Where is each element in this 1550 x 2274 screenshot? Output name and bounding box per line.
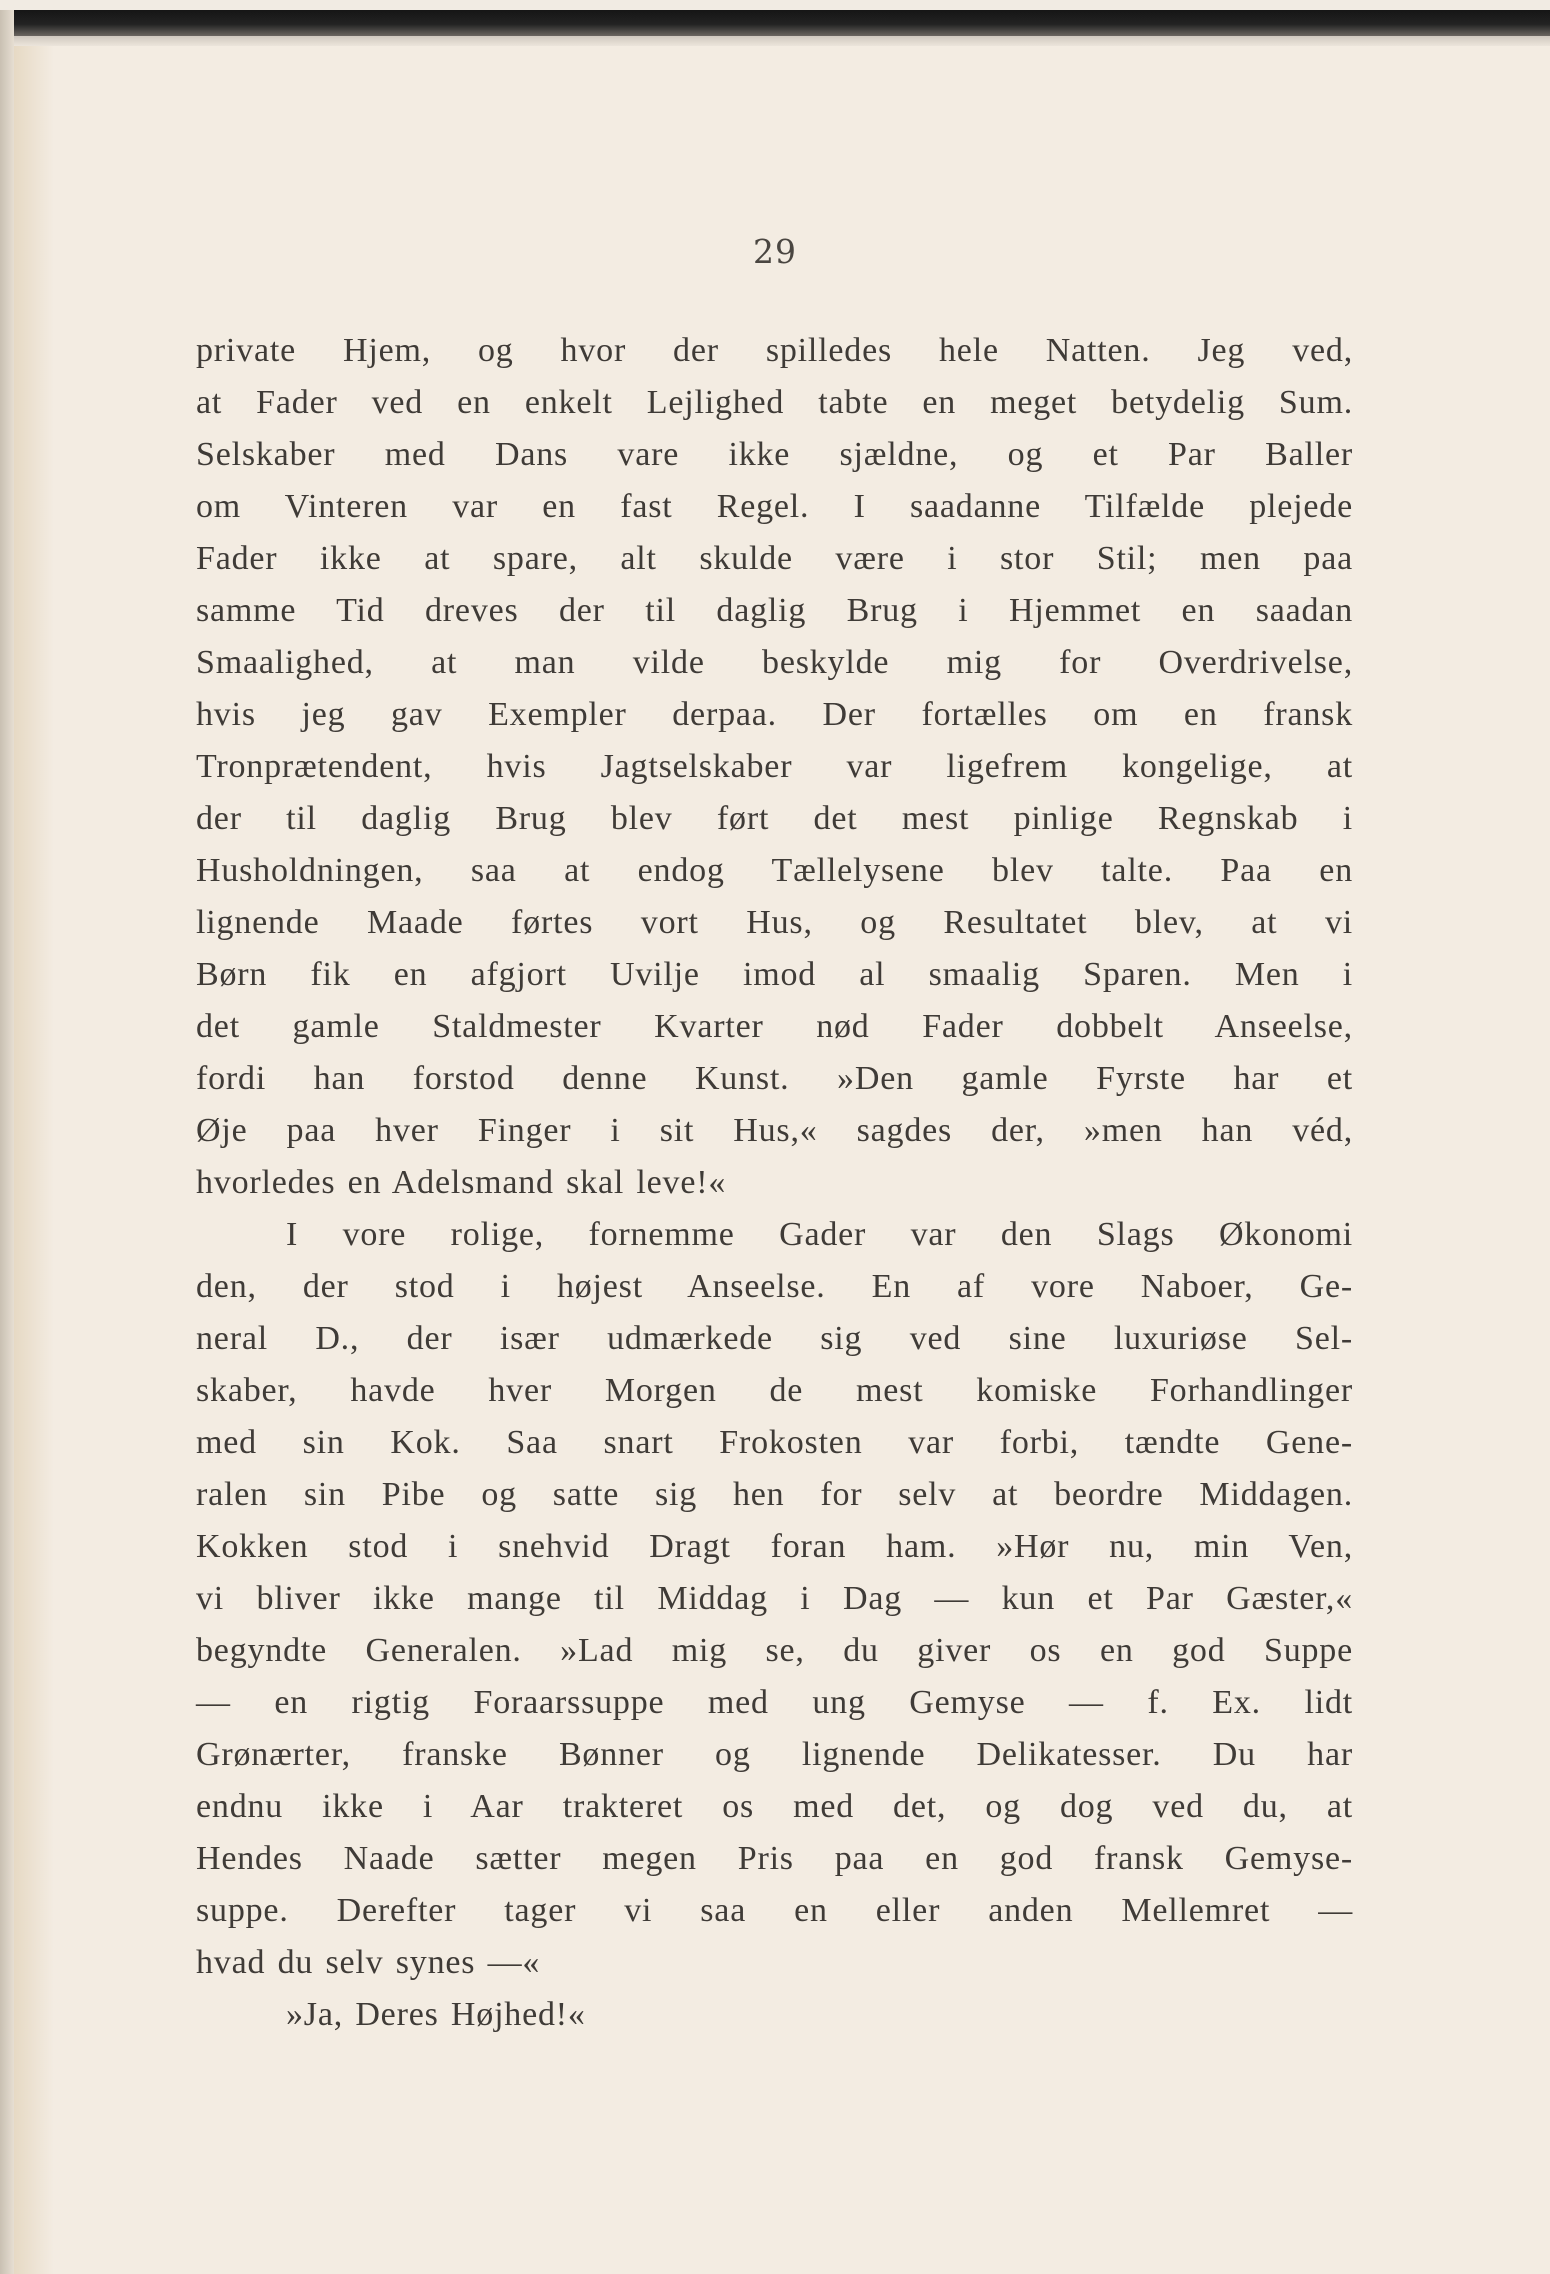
text-line: den, der stod i højest Anseelse. En af vore Naboer, Ge- [196,1268,1353,1305]
text-line: Hendes Naade sætter megen Pris paa en god fransk Gemyse- [196,1840,1353,1877]
text-line: hvorledes en Adelsmand skal leve!« [196,1164,727,1201]
text-line: Øje paa hver Finger i sit Hus,« sagdes der, »men han véd, [196,1112,1353,1149]
text-line: I vore rolige, fornemme Gader var den Slags Økonomi [286,1216,1353,1253]
text-line: Kokken stod i snehvid Dragt foran ham. »Hør nu, min Ven, [196,1528,1353,1565]
text-line: med sin Kok. Saa snart Frokosten var forbi, tændte Gene- [196,1424,1353,1461]
text-line: om Vinteren var en fast Regel. I saadanne Tilfælde plejede [196,488,1353,525]
text-line: at Fader ved en enkelt Lejlighed tabte en meget betydelig Sum. [196,384,1353,421]
text-line: Tronprætendent, hvis Jagtselskaber var ligefrem kongelige, at [196,748,1353,785]
text-line: lignende Maade førtes vort Hus, og Resultatet blev, at vi [196,904,1353,941]
page-number: 29 [753,232,797,271]
scan-top-border-fade [12,36,1550,46]
text-line: Børn fik en afgjort Uvilje imod al smaalig Sparen. Men i [196,956,1353,993]
text-line: skaber, havde hver Morgen de mest komiske Forhandlinger [196,1372,1353,1409]
page-left-edge [0,10,14,2274]
page-top-edge [0,0,1550,10]
text-line: — en rigtig Foraarssuppe med ung Gemyse — f. Ex. lidt [196,1684,1353,1721]
text-line: samme Tid dreves der til daglig Brug i Hjemmet en saadan [196,592,1353,629]
text-line: fordi han forstod denne Kunst. »Den gamle Fyrste har et [196,1060,1353,1097]
text-line: private Hjem, og hvor der spilledes hele Natten. Jeg ved, [196,332,1353,369]
text-line: »Ja, Deres Højhed!« [286,1996,586,2033]
text-line: der til daglig Brug blev ført det mest pinlige Regnskab i [196,800,1353,837]
text-line: endnu ikke i Aar trakteret os med det, og dog ved du, at [196,1788,1353,1825]
binding-shadow [14,46,54,2274]
text-line: neral D., der især udmærkede sig ved sine luxuriøse Sel- [196,1320,1353,1357]
text-line: suppe. Derefter tager vi saa en eller anden Mellemret — [196,1892,1353,1929]
text-line: begyndte Generalen. »Lad mig se, du giver os en god Suppe [196,1632,1353,1669]
text-line: det gamle Staldmester Kvarter nød Fader dobbelt Anseelse, [196,1008,1353,1045]
body-text [196,325,1353,2041]
text-line: hvis jeg gav Exempler derpaa. Der fortælles om en fransk [196,696,1353,733]
text-line: Husholdningen, saa at endog Tællelysene blev talte. Paa en [196,852,1353,889]
text-line: ralen sin Pibe og satte sig hen for selv at beordre Middagen. [196,1476,1353,1513]
text-line: Selskaber med Dans vare ikke sjældne, og et Par Baller [196,436,1353,473]
text-line: hvad du selv synes —« [196,1944,541,1981]
text-line: Smaalighed, at man vilde beskylde mig for Overdrivelse, [196,644,1353,681]
text-line: Grønærter, franske Bønner og lignende Delikatesser. Du har [196,1736,1353,1773]
scan-top-border [12,10,1550,36]
text-line: Fader ikke at spare, alt skulde være i stor Stil; men paa [196,540,1353,577]
text-line: vi bliver ikke mange til Middag i Dag — kun et Par Gæster,« [196,1580,1353,1617]
